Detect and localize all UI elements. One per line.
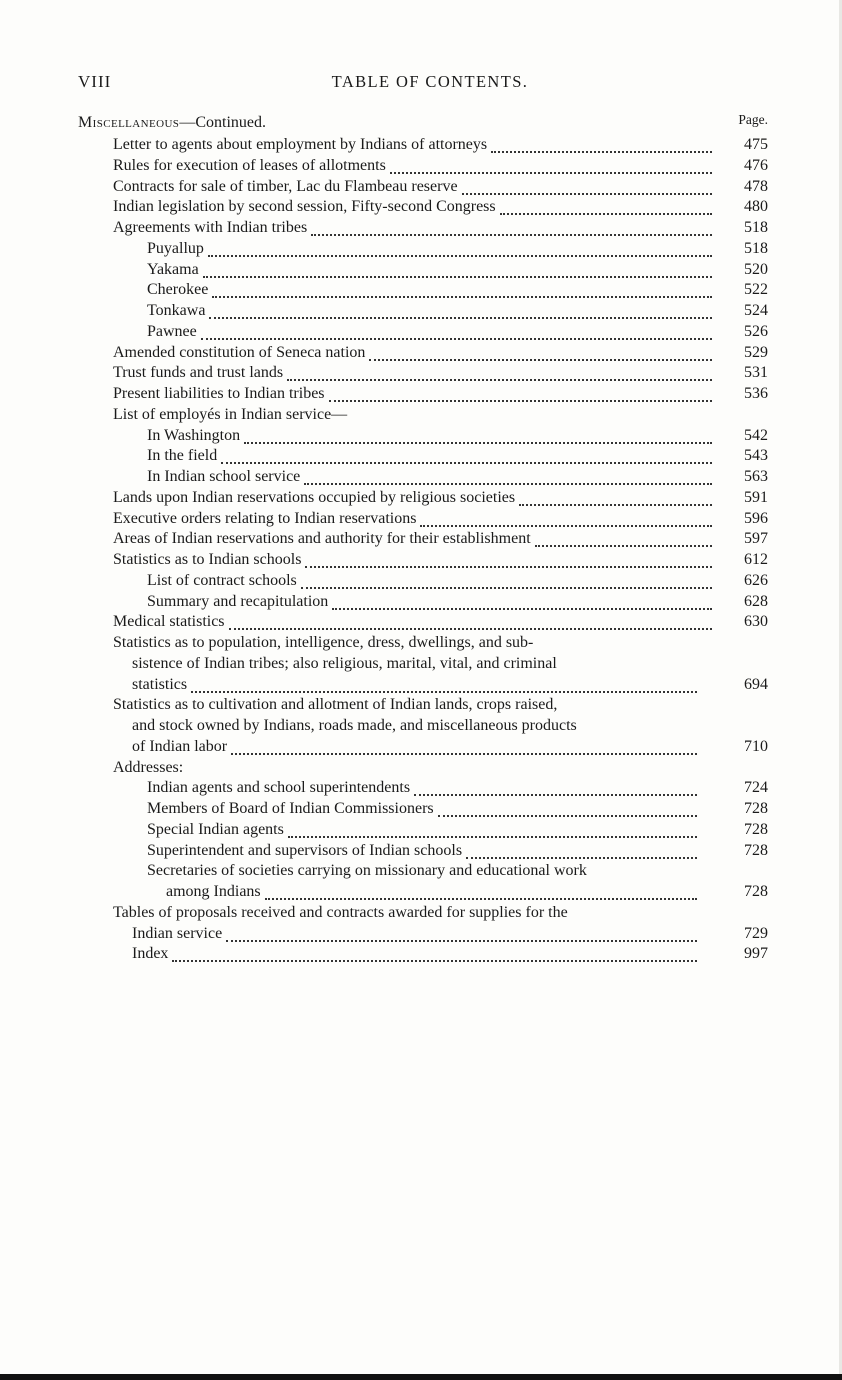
dot-leader [301, 585, 712, 589]
toc-entry-title: Indian agents and school superintendents [147, 779, 411, 797]
dot-leader [191, 689, 697, 693]
page-column-label: Page. [738, 112, 768, 127]
toc-entry [0, 550, 842, 571]
toc-entry-page: 518 [744, 219, 768, 236]
toc-entry-page: 480 [744, 198, 768, 216]
toc-entry-title: of Indian labor [132, 737, 228, 755]
dot-leader [535, 543, 712, 547]
toc-entry [0, 467, 842, 488]
toc-entry-title: Amended constitution of Seneca nation [113, 343, 366, 361]
toc-entry [0, 903, 842, 924]
dot-leader [500, 211, 712, 215]
toc-entry [0, 197, 842, 218]
dot-leader [231, 751, 697, 755]
toc-entry-page: 694 [744, 675, 768, 693]
toc-entry-page: 536 [744, 385, 768, 402]
toc-entry [0, 633, 842, 654]
toc-entry-title: Rules for execution of leases of allotments [113, 156, 386, 174]
toc-entry-title: Indian legislation by second session, Fifty-second Congress [113, 198, 496, 216]
toc-entry-title: Executive orders relating to Indian reservations [113, 509, 417, 527]
toc-entry [0, 239, 842, 260]
toc-entry [0, 426, 842, 447]
toc-entry-title: Tonkawa [147, 302, 206, 319]
dot-leader [332, 606, 712, 610]
toc-entry-title: Yakama [147, 260, 199, 278]
dot-leader [221, 460, 712, 464]
dot-leader [229, 626, 712, 630]
toc-entry [0, 363, 842, 384]
toc-entry-title: Pawnee [147, 322, 197, 340]
toc-entry-title: Superintendent and supervisors of Indian schools [147, 841, 463, 859]
toc-entry-page: 529 [744, 343, 768, 361]
toc-entry-title: Contracts for sale of timber, Lac du Flambeau reserve [113, 177, 458, 195]
toc-entry [0, 343, 842, 364]
toc-entry [0, 218, 842, 239]
section-continued: —Continued. [179, 114, 266, 131]
section-heading [78, 114, 768, 136]
dot-leader [311, 232, 712, 236]
running-title: TABLE OF CONTENTS. [331, 72, 529, 91]
toc-entry [0, 758, 842, 779]
toc-entry [0, 924, 842, 945]
dot-leader [209, 315, 712, 319]
toc-entry [0, 135, 842, 156]
section-label: Miscellaneous [78, 114, 180, 131]
toc-entry-title: List of employés in Indian service— [113, 405, 348, 423]
toc-entry [0, 488, 842, 509]
toc-entry [0, 675, 842, 696]
toc-entry-page: 522 [744, 281, 768, 299]
toc-entry-title: Trust funds and trust lands [113, 364, 284, 382]
toc-entry-title: statistics [132, 675, 188, 693]
dot-leader [244, 440, 712, 444]
toc-entry-page: 997 [744, 945, 768, 963]
dot-leader [491, 149, 712, 153]
page-bottom-edge [0, 1374, 842, 1380]
toc-entry-page: 591 [744, 488, 768, 506]
toc-entry-title: Index [132, 945, 169, 963]
toc-entry [0, 654, 842, 675]
toc-entry-title: Statistics as to population, intelligence, dress, dwellings, and sub- [113, 634, 534, 651]
toc-entry [0, 695, 842, 716]
dot-leader [420, 523, 712, 527]
toc-entry-title: In Indian school service [147, 468, 301, 485]
toc-entry-page: 728 [744, 841, 768, 859]
toc-entry-title: Members of Board of Indian Commissioners [147, 800, 434, 817]
toc-entry-title: Addresses: [113, 758, 184, 776]
toc-entry-page: 478 [744, 177, 768, 195]
toc-entry-page: 526 [744, 322, 768, 340]
toc-entry-page: 724 [744, 779, 768, 797]
toc-entry [0, 861, 842, 882]
toc-entry-title: among Indians [166, 883, 261, 900]
toc-entry-title: Medical statistics [113, 613, 225, 631]
toc-entry-title: Puyallup [147, 239, 204, 257]
toc-entry-page: 630 [744, 613, 768, 631]
toc-entry-title: Lands upon Indian reservations occupied by religious societies [113, 488, 516, 506]
dot-leader [438, 813, 697, 817]
dot-leader [390, 170, 712, 174]
toc-entry [0, 841, 842, 862]
toc-entry-page: 543 [744, 447, 768, 465]
toc-entry-page: 524 [744, 302, 768, 319]
toc-entry-title: sistence of Indian tribes; also religious, marital, vital, and criminal [132, 654, 557, 672]
toc-entry [0, 571, 842, 592]
dot-leader [466, 855, 697, 859]
toc-entry-page: 728 [744, 800, 768, 817]
toc-entry [0, 509, 842, 530]
toc-entry [0, 384, 842, 405]
dot-leader [304, 481, 712, 485]
toc-entry [0, 260, 842, 281]
toc-entry-title: Special Indian agents [147, 820, 284, 838]
toc-entry-page: 542 [744, 426, 768, 444]
toc-entry-page: 520 [744, 260, 768, 278]
toc-entry-title: In Washington [147, 426, 241, 444]
dot-leader [288, 834, 697, 838]
toc-entry-title: Secretaries of societies carrying on missionary and educational work [147, 862, 587, 880]
toc-entry-title: Tables of proposals received and contracts awarded for supplies for the [113, 903, 568, 921]
toc-entry-title: Statistics as to cultivation and allotment of Indian lands, crops raised, [113, 696, 558, 714]
toc-entry [0, 280, 842, 301]
toc-entry-page: 475 [744, 136, 768, 153]
toc-entry-page: 729 [744, 924, 768, 942]
dot-leader [212, 294, 712, 298]
page-folio: VIII [78, 72, 112, 91]
toc-entry-page: 596 [744, 509, 768, 527]
toc-entry-page: 612 [744, 551, 768, 568]
toc-entry-title: List of contract schools [147, 571, 297, 589]
toc-entry [0, 446, 842, 467]
toc-entry [0, 820, 842, 841]
dot-leader [305, 564, 712, 568]
toc-entry [0, 737, 842, 758]
toc-entry-title: Present liabilities to Indian tribes [113, 385, 325, 402]
toc-entry-page: 476 [744, 156, 768, 174]
page-header [78, 72, 768, 98]
toc-entry [0, 529, 842, 550]
toc-entry [0, 716, 842, 737]
toc-entry-page: 626 [744, 571, 768, 589]
toc-entry-title: Areas of Indian reservations and authority for their establishment [113, 530, 531, 548]
toc-entry [0, 405, 842, 426]
toc-entry [0, 156, 842, 177]
toc-entry-title: Letter to agents about employment by Indians of attorneys [113, 136, 488, 153]
toc-entry-title: Cherokee [147, 281, 209, 299]
toc-entry-title: Agreements with Indian tribes [113, 219, 308, 236]
toc-entry-page: 728 [744, 883, 768, 900]
toc-entry-page: 563 [744, 468, 768, 485]
dot-leader [208, 253, 712, 257]
toc-entry [0, 944, 842, 965]
toc-entry [0, 612, 842, 633]
dot-leader [519, 502, 712, 506]
toc-entry [0, 301, 842, 322]
toc-entry-title: Summary and recapitulation [147, 592, 329, 610]
toc-entry-page: 628 [744, 592, 768, 610]
toc-entry-title: Indian service [132, 924, 223, 942]
toc-entry-page: 710 [744, 737, 768, 755]
dot-leader [329, 398, 712, 402]
toc-list [0, 135, 842, 965]
dot-leader [265, 896, 697, 900]
toc-entry [0, 177, 842, 198]
toc-entry-page: 597 [744, 530, 768, 548]
toc-entry [0, 592, 842, 613]
toc-entry-page: 728 [744, 820, 768, 838]
toc-entry [0, 778, 842, 799]
dot-leader [201, 336, 712, 340]
dot-leader [172, 958, 697, 962]
dot-leader [287, 377, 712, 381]
toc-entry-page: 531 [744, 364, 768, 382]
toc-entry-title: and stock owned by Indians, roads made, and miscellaneous products [132, 717, 577, 734]
dot-leader [369, 357, 712, 361]
toc-entry [0, 882, 842, 903]
toc-entry-title: Statistics as to Indian schools [113, 551, 302, 568]
dot-leader [462, 191, 712, 195]
dot-leader [414, 792, 697, 796]
toc-entry [0, 322, 842, 343]
toc-entry [0, 799, 842, 820]
toc-entry-title: In the field [147, 447, 218, 465]
dot-leader [203, 274, 712, 278]
toc-entry-page: 518 [744, 239, 768, 257]
dot-leader [226, 938, 697, 942]
